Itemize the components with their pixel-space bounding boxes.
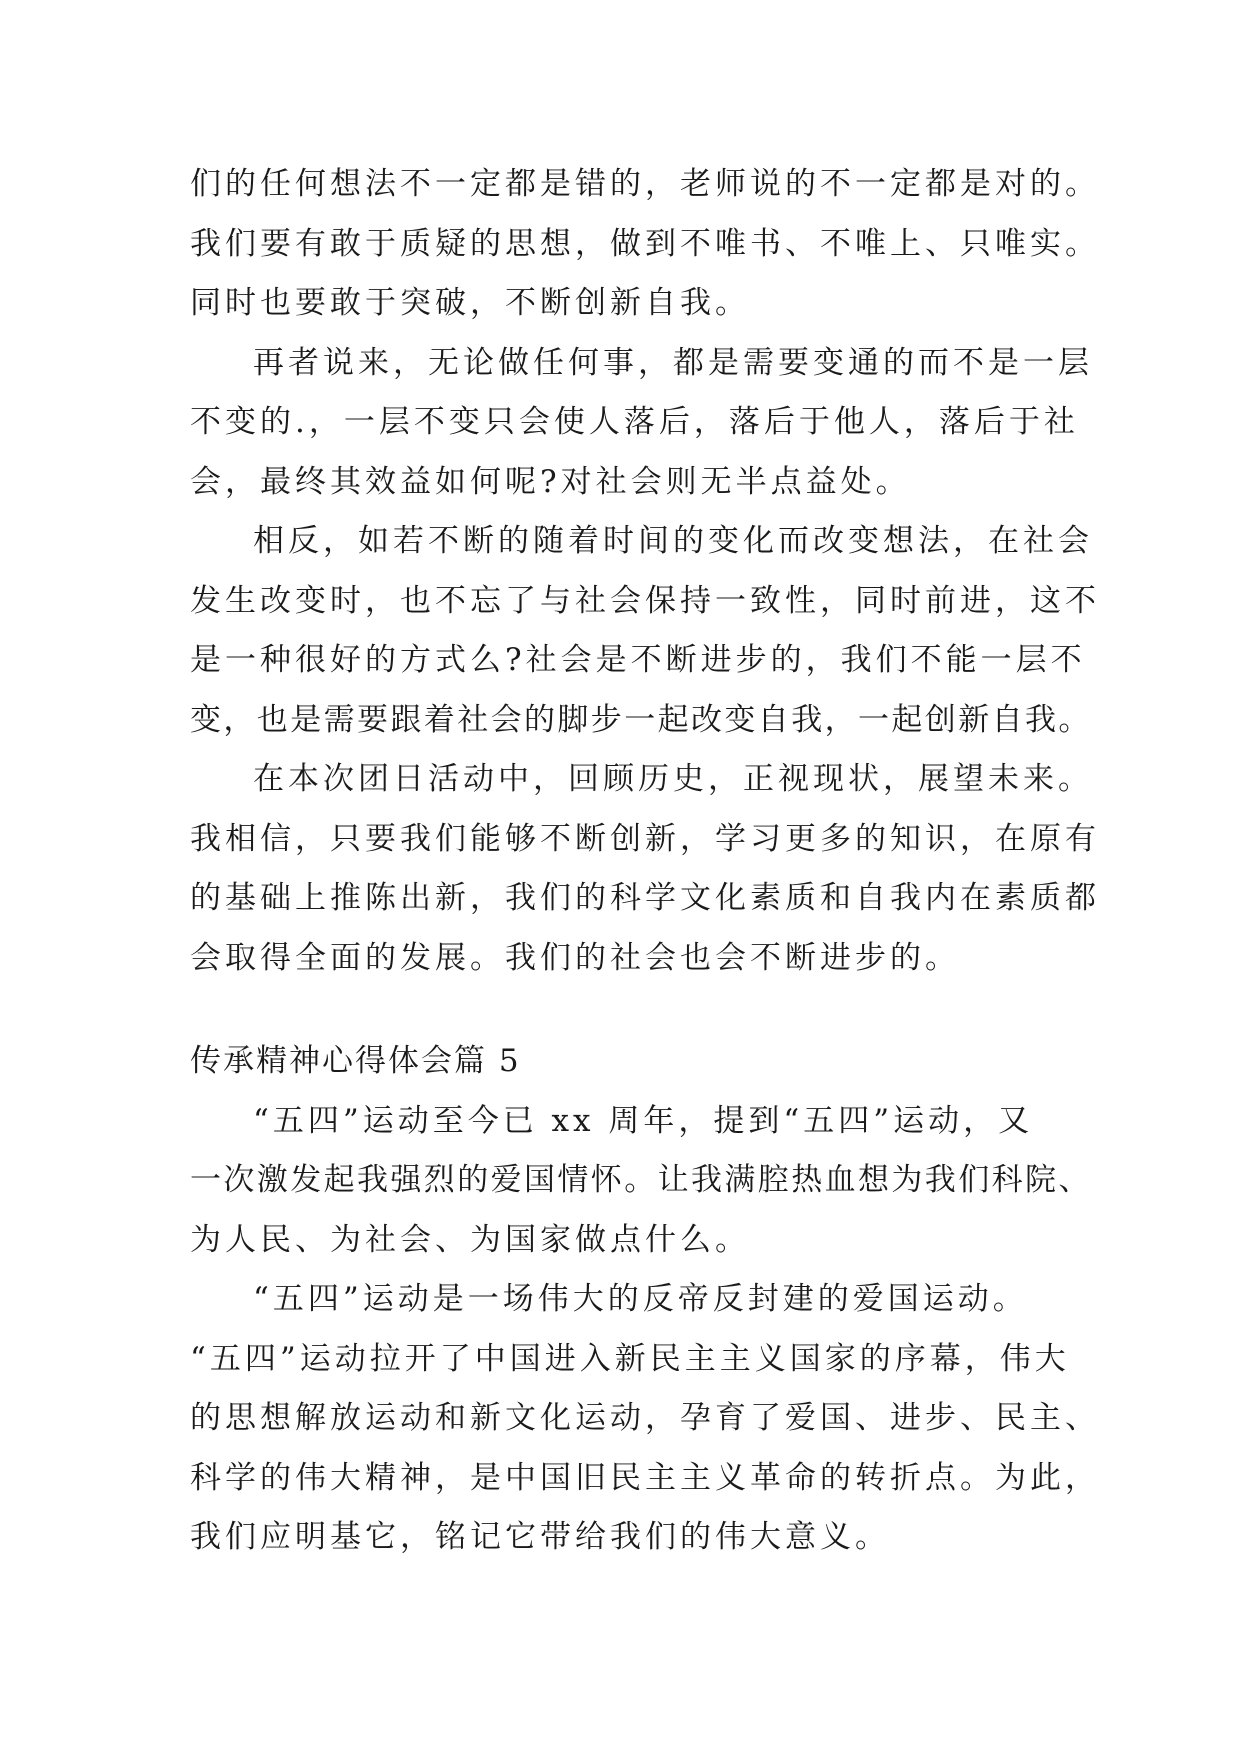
- paragraph-line: 是一种很好的方式么?社会是不断进步的，我们不能一层不: [190, 642, 1086, 678]
- paragraph-line: 变，也是需要跟着社会的脚步一起改变自我，一起创新自我。: [190, 702, 1092, 738]
- paragraph-line: 在本次团日活动中，回顾历史，正视现状，展望未来。: [253, 761, 1093, 797]
- paragraph-line: 会，最终其效益如何呢?对社会则无半点益处。: [190, 464, 911, 500]
- paragraph-line: 的思想解放运动和新文化运动，孕育了爱国、进步、民主、: [190, 1400, 1100, 1436]
- paragraph-line: 我们应明基它，铭记它带给我们的伟大意义。: [190, 1519, 890, 1555]
- paragraph-line: “五四”运动是一场伟大的反帝反封建的爱国运动。: [253, 1281, 1028, 1317]
- paragraph-line: 我们要有敢于质疑的思想，做到不唯书、不唯上、只唯实。: [190, 226, 1100, 262]
- paragraph-line: 的基础上推陈出新，我们的科学文化素质和自我内在素质都: [190, 880, 1100, 916]
- paragraph-line: 会取得全面的发展。我们的社会也会不断进步的。: [190, 940, 960, 976]
- paragraph-line: 为人民、为社会、为国家做点什么。: [190, 1222, 750, 1258]
- paragraph-line: 发生改变时，也不忘了与社会保持一致性，同时前进，这不: [190, 583, 1100, 619]
- paragraph-line: 们的任何想法不一定都是错的，老师说的不一定都是对的。: [190, 166, 1100, 202]
- paragraph-line: 不变的.，一层不变只会使人落后，落后于他人，落后于社: [190, 404, 1079, 440]
- paragraph-line: 我相信，只要我们能够不断创新，学习更多的知识，在原有: [190, 821, 1100, 857]
- paragraph-line: 一次激发起我强烈的爱国情怀。让我满腔热血想为我们科院、: [190, 1162, 1092, 1198]
- paragraph-line: “五四”运动至今已 xx 周年，提到“五四”运动，又: [253, 1103, 1034, 1139]
- paragraph-line: 相反，如若不断的随着时间的变化而改变想法，在社会: [253, 523, 1093, 559]
- paragraph-line: 同时也要敢于突破，不断创新自我。: [190, 285, 750, 321]
- section-heading: 传承精神心得体会篇 5: [190, 1043, 521, 1079]
- paragraph-line: 科学的伟大精神，是中国旧民主主义革命的转折点。为此，: [190, 1460, 1100, 1496]
- paragraph-line: 再者说来，无论做任何事，都是需要变通的而不是一层: [253, 345, 1093, 381]
- paragraph-line: “五四”运动拉开了中国进入新民主主义国家的序幕，伟大: [190, 1341, 1070, 1377]
